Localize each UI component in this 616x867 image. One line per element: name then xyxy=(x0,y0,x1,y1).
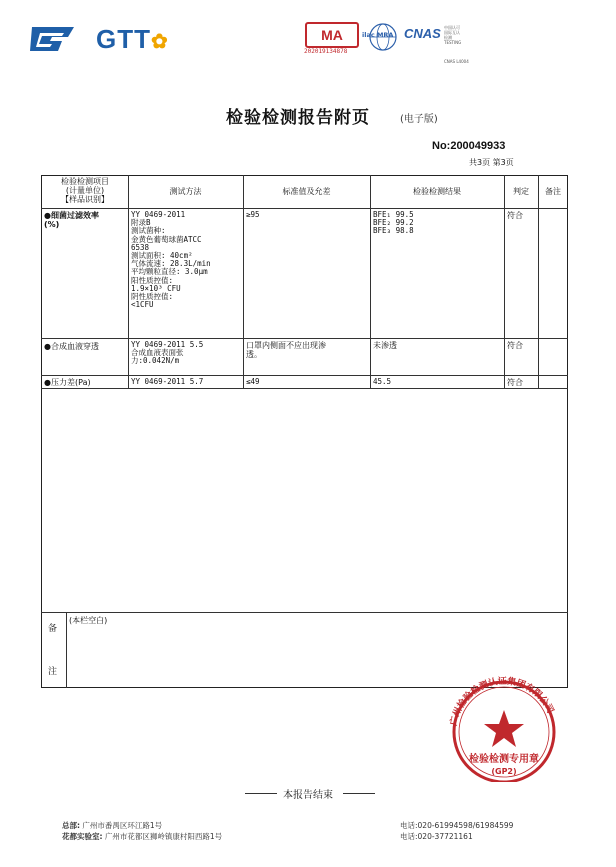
seal-label: 检验检测专用章 xyxy=(469,754,539,765)
remarks-text: (本栏空白) xyxy=(69,616,108,625)
header-method: 测试方法 xyxy=(169,187,202,196)
table-row: ●细菌过滤效率 (%) xyxy=(44,211,99,229)
footer-lab: 花都实验室: 广州市花都区狮岭镇康村阳西路1号 xyxy=(62,832,223,841)
row3-judge: 符合 xyxy=(507,378,523,387)
seal-code: (GP2) xyxy=(491,767,517,776)
report-end: 本报告结束 xyxy=(283,790,333,801)
cnas-subtext: 中国认可 国际互认 检测 TESTING CNAS L4004 xyxy=(444,25,469,64)
table-row: ●压力差(Pa) xyxy=(44,378,91,387)
page-info: 共3页 第3页 xyxy=(469,158,514,167)
row1-method: YY 0469-2011 附录B 测试菌种: 金黄色葡萄球菌ATCC 6538 测试面积: 40cm² 气体流速: 28.3L/min 平均颗粒直径: 3.0μm 阳性质控值: 1.9×10³ CFU 阴性质控值: <1CFU xyxy=(131,210,211,310)
row2-result: 未渗透 xyxy=(373,341,397,350)
row3-result: 45.5 xyxy=(373,377,392,386)
row1-standard: ≥95 xyxy=(246,210,260,219)
header-result: 检验检测结果 xyxy=(413,187,461,196)
end-divider-right xyxy=(343,793,375,794)
header-item: 检验检测项目 (计量单位) 【样品识别】 xyxy=(61,177,109,204)
footer-hq: 总部: 广州市番禺区环江路1号 xyxy=(62,821,163,830)
row2-method: YY 0469-2011 5.5 合成血液表面张 力:0.042N/m xyxy=(131,340,204,366)
row3-standard: ≤49 xyxy=(246,377,260,386)
ilac-text: ilac MRA xyxy=(362,31,394,39)
header-judge: 判定 xyxy=(513,187,529,196)
header-standard: 标准值及允差 xyxy=(282,187,331,196)
seal-org: 广州检验检测认证集团有限公司 xyxy=(449,676,555,727)
row3-method: YY 0469-2011 5.7 xyxy=(131,377,204,386)
footer-hq-phone: 电话:020-61994598/61984599 xyxy=(400,821,514,830)
table-row: ●合成血液穿透 xyxy=(44,342,99,351)
row2-judge: 符合 xyxy=(507,341,523,350)
report-number: No:200049933 xyxy=(432,140,506,152)
row1-result: BFE₁ 99.5 BFE₂ 99.2 BFE₃ 98.8 xyxy=(373,210,414,236)
row1-judge: 符合 xyxy=(507,211,523,220)
ma-number: 202019134878 xyxy=(304,48,348,55)
gtt-logo-text: GTT✿ xyxy=(96,24,169,54)
ma-mark: MA xyxy=(305,22,359,48)
remarks-label: 备 注 xyxy=(48,624,58,677)
header-remark: 备注 xyxy=(545,187,561,196)
cnas-mark: CNAS xyxy=(404,26,441,41)
gtt-logo-icon xyxy=(28,25,78,53)
electronic-version-label: (电子版) xyxy=(400,114,438,125)
page-title: 检验检测报告附页 xyxy=(226,108,370,128)
footer-lab-phone: 电话:020-37721161 xyxy=(400,832,473,841)
row2-standard: 口罩内侧面不应出现渗 透。 xyxy=(246,341,326,359)
official-seal xyxy=(434,670,574,782)
